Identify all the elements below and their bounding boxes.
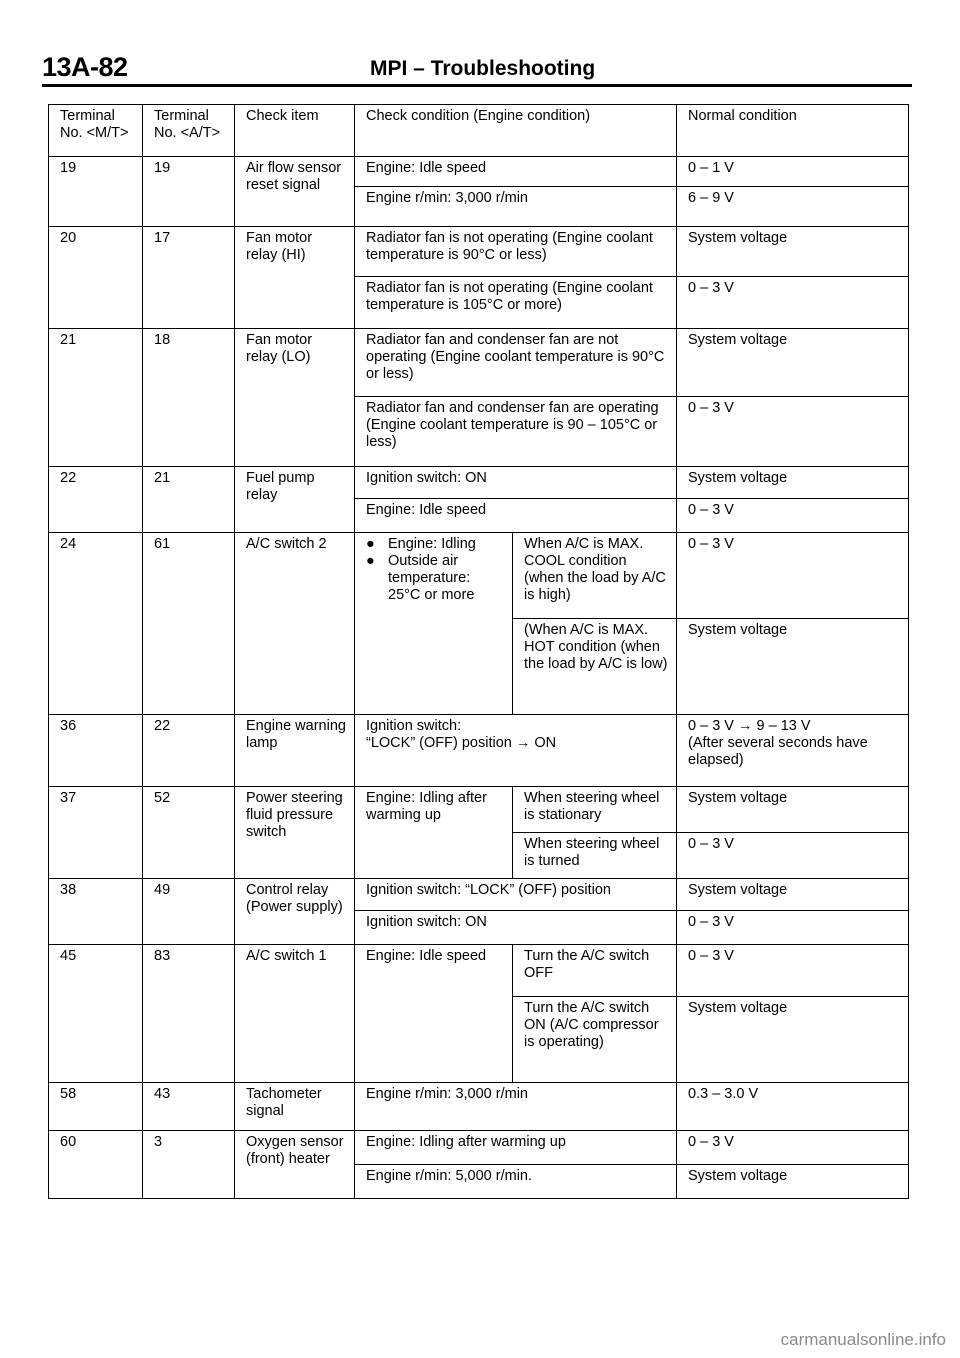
table-header-row [49,105,909,157]
check-condition: Engine r/min: 3,000 r/min [355,187,677,227]
terminal-at: 21 [143,467,235,533]
check-condition: Engine r/min: 3,000 r/min [355,1083,677,1131]
check-condition [355,533,513,715]
terminal-at: 19 [143,157,235,227]
normal-condition: System voltage [677,879,909,911]
terminal-mt: 38 [49,879,143,945]
terminal-mt: 60 [49,1131,143,1199]
check-condition: Engine: Idling after warming up [355,1131,677,1165]
terminal-at: 43 [143,1083,235,1131]
normal-condition: System voltage [677,467,909,499]
check-condition: Radiator fan and condenser fan are operating (Engine coolant temperature is 90 – 105°C or less) [355,397,677,467]
check-item: Power steering fluid pressure switch [235,787,355,879]
table-row [49,879,909,911]
condition-line: “LOCK” (OFF) position → ON [366,735,557,751]
check-condition: Ignition switch: “LOCK” (OFF) position [355,879,677,911]
normal-condition: 0 – 3 V [677,499,909,533]
terminal-at: 52 [143,787,235,879]
table-row [49,157,909,187]
bullet-text: Outside air temperature: 25°C or more [388,553,475,603]
check-item: Engine warning lamp [235,715,355,787]
sub-condition: When steering wheel is turned [513,833,677,879]
bullet-item [366,536,504,553]
normal-condition: 0 – 3 V [677,277,909,329]
terminal-mt: 37 [49,787,143,879]
terminal-mt: 19 [49,157,143,227]
normal-condition: System voltage [677,227,909,277]
check-condition: Ignition switch: ON [355,911,677,945]
table-row [49,533,909,619]
normal-note: (After several seconds have elapsed) [688,735,868,768]
table-row [49,1131,909,1165]
footer-watermark: carmanualsonline.info [780,1330,946,1349]
normal-condition: 6 – 9 V [677,187,909,227]
terminal-mt: 21 [49,329,143,467]
check-item: Fan motor relay (HI) [235,227,355,329]
check-condition: Radiator fan is not operating (Engine coolant temperature is 105°C or more) [355,277,677,329]
terminal-at: 3 [143,1131,235,1199]
condition-line: Ignition switch: [366,718,462,734]
check-item: A/C switch 2 [235,533,355,715]
normal-value: 0 – 3 V → 9 – 13 V [688,718,811,734]
sub-condition: When steering wheel is stationary [513,787,677,833]
terminal-mt: 36 [49,715,143,787]
normal-condition [677,715,909,787]
bullet-icon: ● [366,553,375,569]
terminal-at: 18 [143,329,235,467]
normal-condition: 0 – 3 V [677,911,909,945]
check-item: A/C switch 1 [235,945,355,1083]
sub-condition: When A/C is MAX. COOL condition (when the load by A/C is high) [513,533,677,619]
check-item: Fuel pump relay [235,467,355,533]
check-item: Control relay (Power supply) [235,879,355,945]
terminal-mt: 45 [49,945,143,1083]
terminal-mt: 24 [49,533,143,715]
check-item: Oxygen sensor (front) heater [235,1131,355,1199]
header-normal-condition: Normal condition [677,105,909,157]
page-number: 13A-82 [42,52,128,82]
normal-condition: 0 – 3 V [677,945,909,997]
normal-condition: System voltage [677,787,909,833]
terminal-mt: 58 [49,1083,143,1131]
table-row [49,945,909,997]
check-item: Air flow sensor reset signal [235,157,355,227]
terminal-at: 61 [143,533,235,715]
terminal-at: 83 [143,945,235,1083]
check-item: Fan motor relay (LO) [235,329,355,467]
check-condition: Engine: Idle speed [355,499,677,533]
table-row [49,467,909,499]
check-condition: Radiator fan is not operating (Engine coolant temperature is 90°C or less) [355,227,677,277]
header-check-condition: Check condition (Engine condition) [355,105,677,157]
page-title: MPI – Troubleshooting [370,57,596,80]
check-item: Tachometer signal [235,1083,355,1131]
terminal-mt: 22 [49,467,143,533]
bullet-icon: ● [366,536,375,552]
normal-condition: System voltage [677,997,909,1083]
bullet-text: Engine: Idling [388,536,476,552]
terminal-at: 17 [143,227,235,329]
normal-condition: 0 – 3 V [677,397,909,467]
check-condition [355,715,677,787]
table-row [49,715,909,787]
normal-condition: 0.3 – 3.0 V [677,1083,909,1131]
normal-condition: System voltage [677,619,909,715]
check-condition: Engine: Idle speed [355,157,677,187]
sub-condition: Turn the A/C switch OFF [513,945,677,997]
terminal-at: 22 [143,715,235,787]
check-condition: Ignition switch: ON [355,467,677,499]
normal-condition: 0 – 1 V [677,157,909,187]
sub-condition: (When A/C is MAX. HOT condition (when the load by A/C is low) [513,619,677,715]
table-row [49,787,909,833]
normal-condition: System voltage [677,329,909,397]
terminal-mt: 20 [49,227,143,329]
check-condition: Engine: Idle speed [355,945,513,1083]
bullet-item [366,553,504,604]
check-condition: Engine r/min: 5,000 r/min. [355,1165,677,1199]
table-row [49,1083,909,1131]
normal-condition: 0 – 3 V [677,533,909,619]
terminal-at: 49 [143,879,235,945]
normal-condition: 0 – 3 V [677,833,909,879]
header-terminal-mt: Terminal No. <M/T> [49,105,143,157]
header-terminal-at: Terminal No. <A/T> [143,105,235,157]
table-row [49,329,909,397]
check-condition: Radiator fan and condenser fan are not operating (Engine coolant temperature is 90°C or less) [355,329,677,397]
normal-condition: System voltage [677,1165,909,1199]
check-condition: Engine: Idling after warming up [355,787,513,879]
header-check-item: Check item [235,105,355,157]
troubleshooting-table [48,104,909,1199]
header-rule [42,84,912,87]
normal-condition: 0 – 3 V [677,1131,909,1165]
sub-condition: Turn the A/C switch ON (A/C compressor is operating) [513,997,677,1083]
table-row [49,227,909,277]
